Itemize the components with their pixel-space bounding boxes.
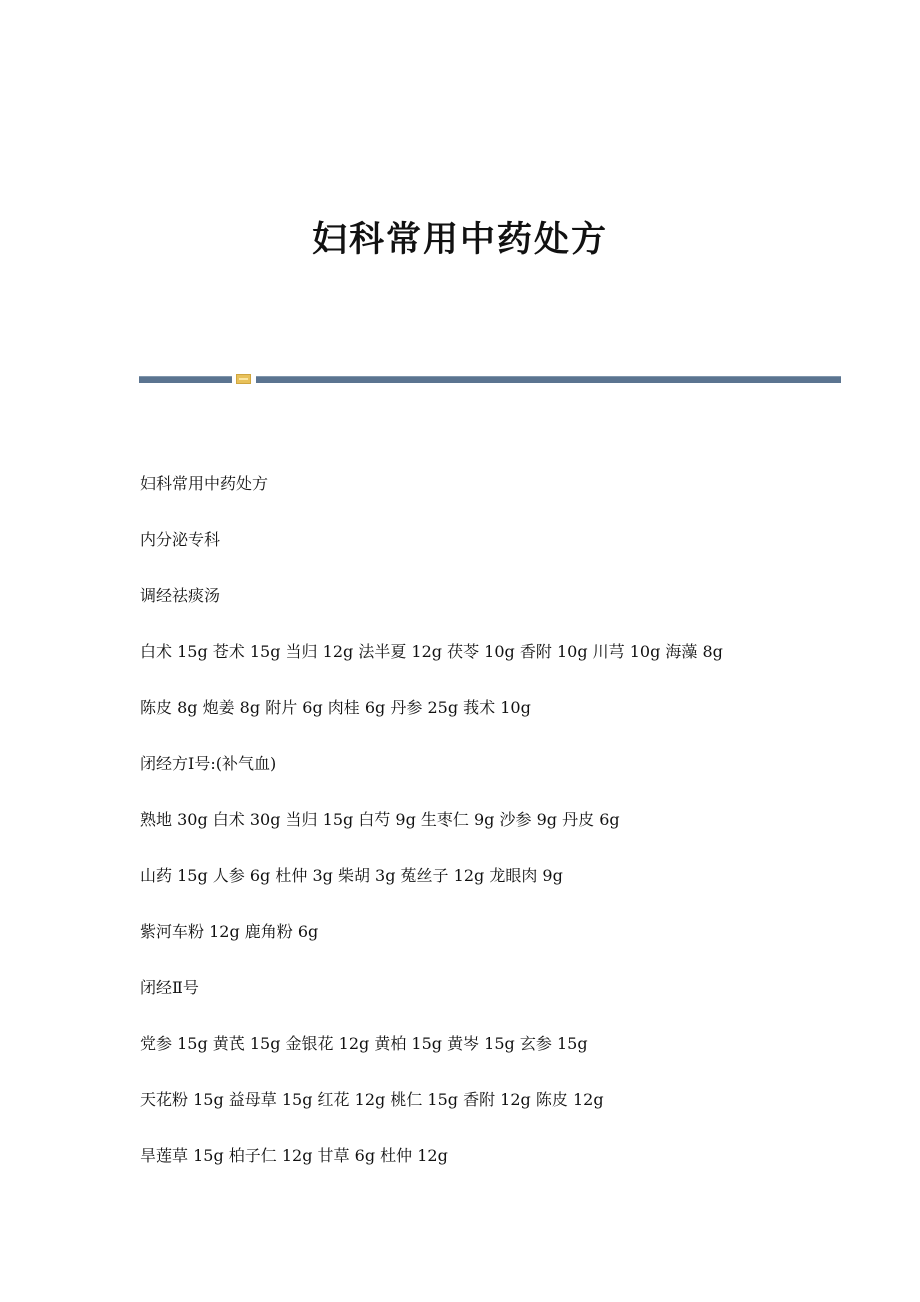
prescription-ingredients: 陈皮 8g 炮姜 8g 附片 6g 肉桂 6g 丹参 25g 莪术 10g — [140, 698, 531, 717]
prescription-ingredients: 山药 15g 人参 6g 杜仲 3g 柴胡 3g 菟丝子 12g 龙眼肉 9g — [140, 866, 563, 885]
prescription-ingredients: 紫河车粉 12g 鹿角粉 6g — [140, 922, 319, 941]
prescription-name: 闭经方Ⅰ号:(补气血) — [140, 754, 277, 773]
prescription-name: 闭经Ⅱ号 — [140, 978, 199, 997]
document-title: 妇科常用中药处方 — [311, 219, 608, 260]
divider-bar-left — [139, 376, 232, 383]
heading-line: 妇科常用中药处方 — [140, 474, 269, 493]
prescription-ingredients: 白术 15g 苍术 15g 当归 12g 法半夏 12g 茯苓 10g 香附 10g 川芎 10g 海藻 8g — [140, 642, 723, 661]
prescription-ingredients: 党参 15g 黄芪 15g 金银花 12g 黄柏 15g 黄岑 15g 玄参 15g — [140, 1034, 588, 1053]
title-divider — [139, 375, 841, 383]
prescription-ingredients: 旱莲草 15g 柏子仁 12g 甘草 6g 杜仲 12g — [140, 1146, 448, 1165]
document-body — [140, 470, 840, 1198]
prescription-ingredients: 天花粉 15g 益母草 15g 红花 12g 桃仁 15g 香附 12g 陈皮 12g — [140, 1090, 604, 1109]
department-line: 内分泌专科 — [140, 530, 221, 549]
prescription-name: 调经祛痰汤 — [140, 586, 221, 605]
prescription-ingredients: 熟地 30g 白术 30g 当归 15g 白芍 9g 生枣仁 9g 沙参 9g 丹皮 6g — [140, 810, 620, 829]
divider-bar-right — [256, 376, 841, 383]
divider-ornament-icon — [236, 374, 251, 384]
